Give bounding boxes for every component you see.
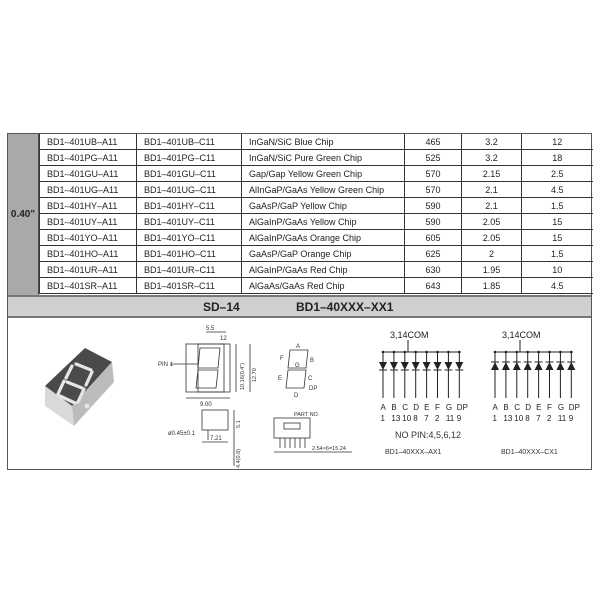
part-cathode-cell: BD1–401SR–C11 bbox=[137, 278, 242, 294]
pin-number: 8 bbox=[413, 414, 418, 423]
pin1-label: PIN 1 bbox=[158, 362, 174, 368]
dim-digit-text: 10.16(0.4") bbox=[240, 362, 246, 390]
iv-cell: 12 bbox=[522, 134, 593, 150]
wavelength-cell: 570 bbox=[405, 182, 462, 198]
pin-number: 10 bbox=[402, 414, 412, 423]
part-no-label: PART NO. bbox=[294, 412, 320, 418]
part-anode-cell: BD1–401SR–A11 bbox=[40, 278, 137, 294]
chip-cell: AlGaInP/GaAs Orange Chip bbox=[242, 230, 405, 246]
package-code: SD–14 bbox=[203, 300, 240, 314]
part-cathode-cell: BD1–401UR–C11 bbox=[137, 262, 242, 278]
wavelength-cell: 643 bbox=[405, 278, 462, 294]
wavelength-cell: 465 bbox=[405, 134, 462, 150]
cathode-common-label: 3,14COM bbox=[502, 330, 541, 340]
svg-text:E: E bbox=[278, 376, 283, 382]
iv-cell: 18 bbox=[522, 150, 593, 166]
wavelength-cell: 570 bbox=[405, 166, 462, 182]
pin-number: 2 bbox=[435, 414, 440, 423]
part-anode-cell: BD1–401HY–A11 bbox=[40, 198, 137, 214]
segment-label: E bbox=[536, 403, 542, 412]
svg-text:B: B bbox=[310, 358, 315, 364]
part-anode-cell: BD1–401UG–A11 bbox=[40, 182, 137, 198]
wavelength-cell: 605 bbox=[405, 230, 462, 246]
dim-top-text: 5.5 bbox=[206, 326, 215, 332]
spec-sheet-frame bbox=[7, 133, 592, 470]
dim-pin-dia-text: ø0.45±0.1 bbox=[168, 431, 195, 437]
part-cathode-cell: BD1–401UY–C11 bbox=[137, 214, 242, 230]
pin-number: 11 bbox=[557, 414, 567, 423]
vf-cell: 2.05 bbox=[462, 230, 522, 246]
anode-common-label: 3,14COM bbox=[390, 330, 429, 340]
vf-cell: 2.05 bbox=[462, 214, 522, 230]
spec-table bbox=[39, 134, 593, 294]
dim-seg-text: 12 bbox=[220, 336, 227, 342]
segment-label: C bbox=[514, 403, 521, 412]
part-anode-cell: BD1–401UR–A11 bbox=[40, 262, 137, 278]
pin-number: 9 bbox=[568, 414, 574, 423]
iv-cell: 1.5 bbox=[522, 246, 593, 262]
svg-text:G: G bbox=[295, 363, 300, 369]
vf-cell: 3.2 bbox=[462, 150, 522, 166]
table-row bbox=[40, 262, 593, 278]
pin-number: 13 bbox=[503, 414, 513, 423]
svg-text:C: C bbox=[308, 376, 313, 382]
pin-number: 2 bbox=[547, 414, 552, 423]
part-cathode-cell: BD1–401UB–C11 bbox=[137, 134, 242, 150]
dim-depth-text: 7.21 bbox=[210, 436, 222, 442]
segment-label: G bbox=[445, 403, 453, 412]
part-cathode-cell: BD1–401HO–C11 bbox=[137, 246, 242, 262]
chip-cell: AlGaAs/GaAs Red Chip bbox=[242, 278, 405, 294]
anode-caption: BD1–40XXX–AX1 bbox=[385, 449, 442, 456]
iv-cell: 10 bbox=[522, 262, 593, 278]
pin-number: 8 bbox=[525, 414, 530, 423]
pin-number: 7 bbox=[536, 414, 541, 423]
table-row bbox=[40, 198, 593, 214]
pitch-text: 2.54×6=15.24 bbox=[312, 446, 346, 452]
table-row bbox=[40, 214, 593, 230]
package-title-bar bbox=[8, 295, 591, 318]
wavelength-cell: 630 bbox=[405, 262, 462, 278]
part-cathode-cell: BD1–401PG–C11 bbox=[137, 150, 242, 166]
part-anode-cell: BD1–401HO–A11 bbox=[40, 246, 137, 262]
dim-width-text: 9.00 bbox=[200, 402, 212, 408]
table-row bbox=[40, 230, 593, 246]
front-view-drawing bbox=[158, 322, 268, 408]
vf-cell: 2.15 bbox=[462, 166, 522, 182]
pin-number: 9 bbox=[456, 414, 462, 423]
pin-number: 11 bbox=[445, 414, 455, 423]
part-cathode-cell: BD1–401GU–C11 bbox=[137, 166, 242, 182]
table-row bbox=[40, 278, 593, 294]
wavelength-cell: 590 bbox=[405, 214, 462, 230]
part-anode-cell: BD1–401GU–A11 bbox=[40, 166, 137, 182]
segment-label: C bbox=[402, 403, 409, 412]
segment-label: F bbox=[547, 403, 552, 412]
segment-label: A bbox=[492, 403, 498, 412]
segment-label: D bbox=[413, 403, 419, 412]
part-series: BD1–40XXX–XX1 bbox=[296, 300, 394, 314]
chip-cell: GaAsP/GaP Orange Chip bbox=[242, 246, 405, 262]
wavelength-cell: 525 bbox=[405, 150, 462, 166]
common-cathode-schematic bbox=[480, 326, 590, 436]
vf-cell: 2 bbox=[462, 246, 522, 262]
size-cell bbox=[8, 134, 39, 295]
svg-text:D: D bbox=[294, 393, 299, 399]
common-anode-schematic bbox=[368, 326, 478, 436]
part-anode-cell: BD1–401PG–A11 bbox=[40, 150, 137, 166]
led-display-photo bbox=[30, 334, 140, 444]
chip-cell: Gap/Gap Yellow Green Chip bbox=[242, 166, 405, 182]
chip-cell: AlInGaP/GaAs Yellow Green Chip bbox=[242, 182, 405, 198]
iv-cell: 1.5 bbox=[522, 198, 593, 214]
table-row bbox=[40, 182, 593, 198]
table-row bbox=[40, 134, 593, 150]
bottom-view-drawing bbox=[266, 410, 356, 460]
iv-cell: 15 bbox=[522, 230, 593, 246]
pin-number: 13 bbox=[391, 414, 401, 423]
table-row bbox=[40, 150, 593, 166]
part-cathode-cell: BD1–401UG–C11 bbox=[137, 182, 242, 198]
segment-label: G bbox=[557, 403, 565, 412]
iv-cell: 2.5 bbox=[522, 166, 593, 182]
svg-text:F: F bbox=[280, 356, 284, 362]
segment-label: E bbox=[424, 403, 430, 412]
chip-cell: InGaN/SiC Blue Chip bbox=[242, 134, 405, 150]
iv-cell: 15 bbox=[522, 214, 593, 230]
part-cathode-cell: BD1–401HY–C11 bbox=[137, 198, 242, 214]
part-anode-cell: BD1–401UY–A11 bbox=[40, 214, 137, 230]
segment-label: DP bbox=[568, 403, 580, 412]
iv-cell: 4.5 bbox=[522, 278, 593, 294]
part-anode-cell: BD1–401UB–A11 bbox=[40, 134, 137, 150]
pin-number: 1 bbox=[492, 414, 497, 423]
segment-label: A bbox=[380, 403, 386, 412]
dim-lead-text: 4.4(0.8) bbox=[236, 449, 242, 468]
chip-cell: AlGaInP/GaAs Red Chip bbox=[242, 262, 405, 278]
chip-cell: AlGaInP/GaAs Yellow Chip bbox=[242, 214, 405, 230]
vf-cell: 2.1 bbox=[462, 182, 522, 198]
table-row bbox=[40, 166, 593, 182]
segment-label: DP bbox=[456, 403, 468, 412]
segment-label: B bbox=[391, 403, 397, 412]
vf-cell: 1.95 bbox=[462, 262, 522, 278]
pin-number: 7 bbox=[424, 414, 429, 423]
size-label: 0.40" bbox=[10, 209, 36, 220]
pin-number: 1 bbox=[380, 414, 385, 423]
part-anode-cell: BD1–401YO–A11 bbox=[40, 230, 137, 246]
dim-body-text: 5.1 bbox=[236, 420, 242, 428]
vf-cell: 3.2 bbox=[462, 134, 522, 150]
wavelength-cell: 625 bbox=[405, 246, 462, 262]
segment-map-drawing bbox=[276, 340, 326, 400]
iv-cell: 4.5 bbox=[522, 182, 593, 198]
no-pin-note: NO PIN:4,5,6,12 bbox=[395, 430, 462, 440]
chip-cell: InGaN/SiC Pure Green Chip bbox=[242, 150, 405, 166]
vf-cell: 2.1 bbox=[462, 198, 522, 214]
table-row bbox=[40, 246, 593, 262]
cathode-caption: BD1–40XXX–CX1 bbox=[501, 449, 558, 456]
chip-cell: GaAsP/GaP Yellow Chip bbox=[242, 198, 405, 214]
segment-label: F bbox=[435, 403, 440, 412]
dim-height-text: 12.70 bbox=[252, 368, 258, 382]
vf-cell: 1.85 bbox=[462, 278, 522, 294]
segment-label: B bbox=[503, 403, 509, 412]
side-view-drawing bbox=[168, 406, 258, 470]
svg-text:A: A bbox=[296, 344, 301, 350]
pin-number: 10 bbox=[514, 414, 524, 423]
svg-text:DP: DP bbox=[309, 386, 318, 392]
wavelength-cell: 590 bbox=[405, 198, 462, 214]
diagram-area bbox=[8, 318, 591, 469]
segment-label: D bbox=[525, 403, 531, 412]
part-cathode-cell: BD1–401YO–C11 bbox=[137, 230, 242, 246]
